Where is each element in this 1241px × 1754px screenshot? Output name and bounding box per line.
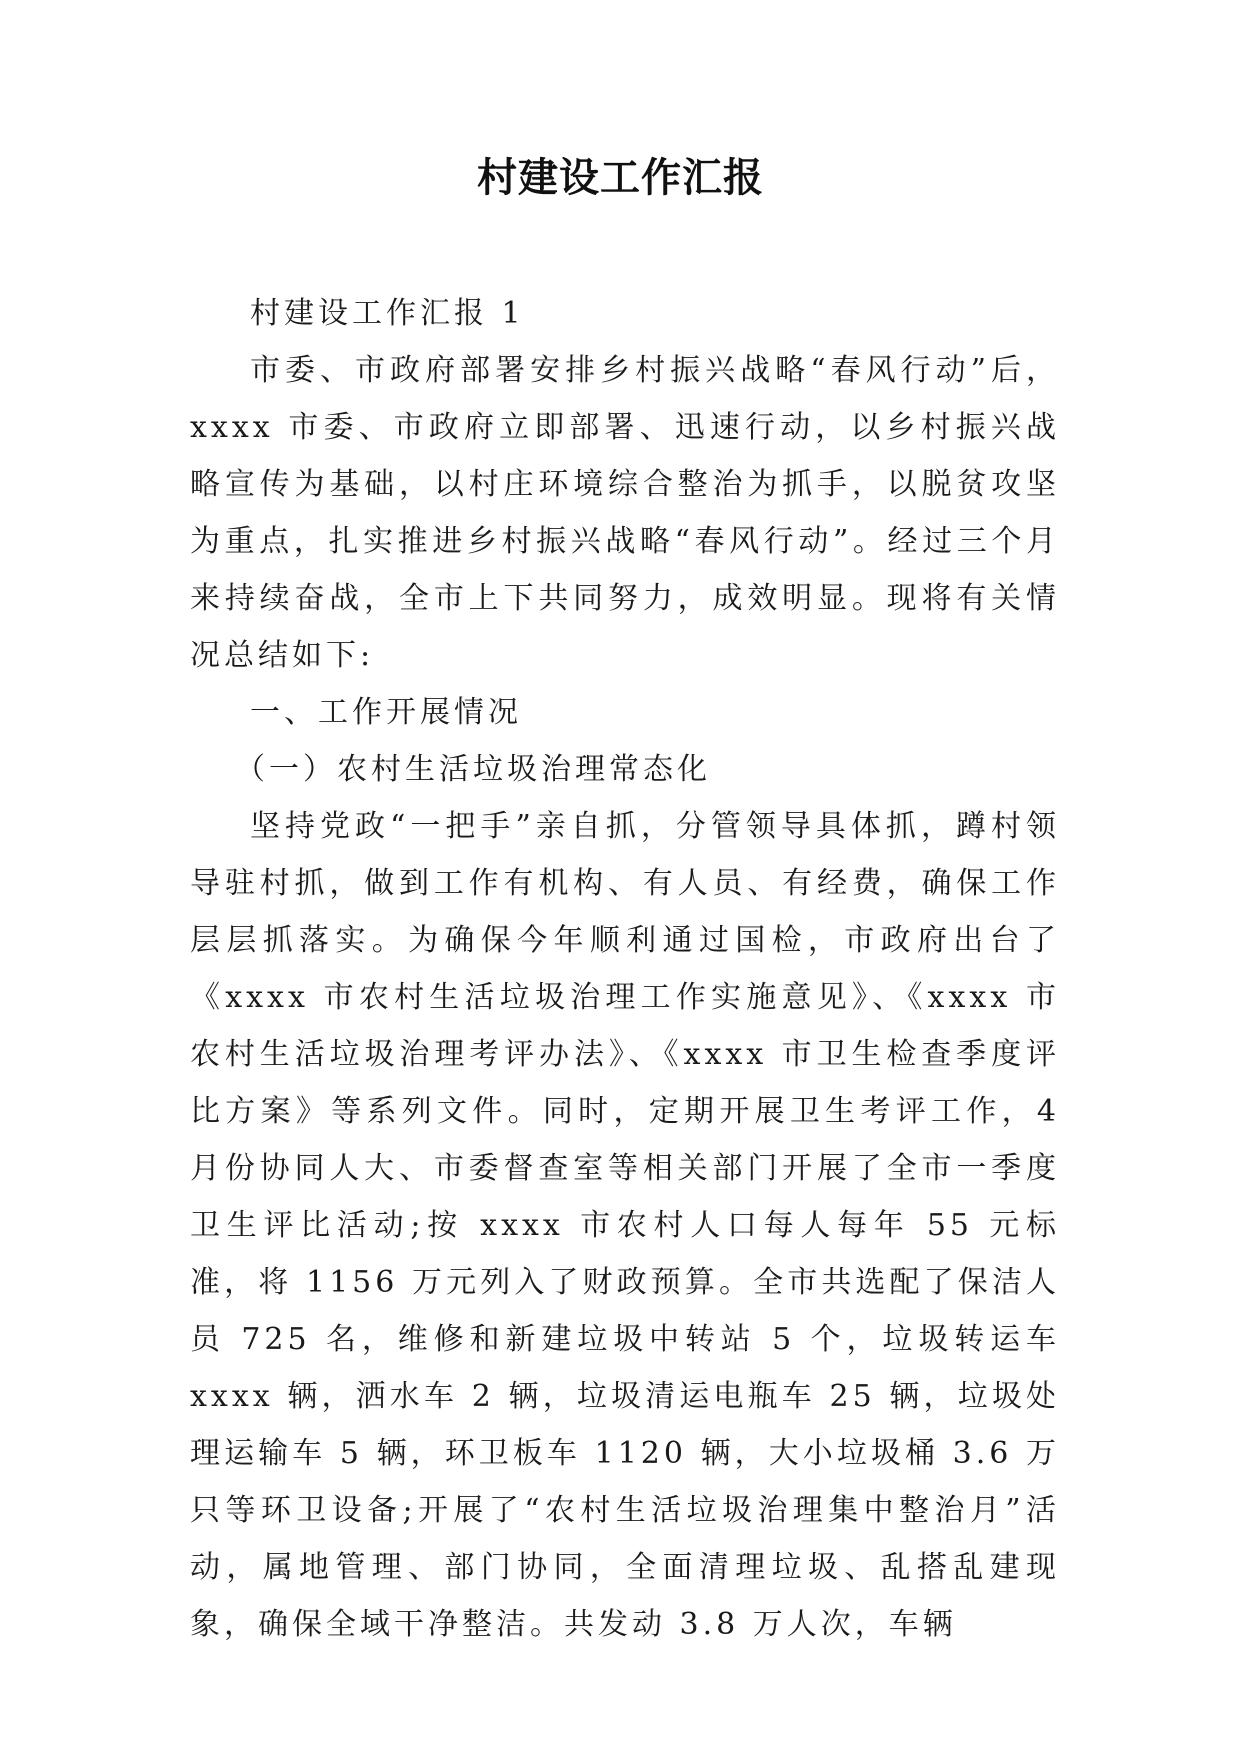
body-paragraph: 坚持党政“一把手”亲自抓，分管领导具体抓，蹲村领导驻村抓，做到工作有机构、有人员、有经费，确保工作层层抓落实。为确保今年顺利通过国检，市政府出台了《xxxx 市农村生活垃圾治理工作实施意见》、《xxxx 市农村生活垃圾治理考评办法》、《xxxx 市卫生检查季度评比方案》等系列文件。同时，定期开展卫生考评工作，4 月份协同人大、市委督查室等相关部门开展了全市一季度卫生评比活动;按 xxxx 市农村人口每人每年 55 元标准，将 1156 万元列入了财政预算。全市共选配了保洁人员 725 名，维修和新建垃圾中转站 5 个，垃圾转运车 xxxx 辆，洒水车 2 辆，垃圾清运电瓶车 25 辆，垃圾处理运输车 5 辆，环卫板车 1120 辆，大小垃圾桶 3.6 万只等环卫设备;开展了“农村生活垃圾治理集中整治月”活动，属地管理、部门协同，全面清理垃圾、乱搭乱建现象，确保全域干净整洁。共发动 3.8 万人次，车辆: [190, 809, 1060, 1642]
heading-work-status: 一、工作开展情况: [250, 695, 522, 730]
intro-paragraph: 市委、市政府部署安排乡村振兴战略“春风行动”后，xxxx 市委、市政府立即部署、迅速行动，以乡村振兴战略宣传为基础，以村庄环境综合整治为抓手，以脱贫攻坚为重点，扎实推进乡村振兴战略“春风行动”。经过三个月来持续奋战，全市上下共同努力，成效明显。现将有关情况总结如下:: [190, 353, 1060, 673]
document-title: 村建设工作汇报: [477, 154, 764, 201]
section-title: 村建设工作汇报 1: [250, 296, 525, 331]
subheading-garbage-governance: （一）农村生活垃圾治理常态化: [235, 752, 711, 787]
document-body: [190, 285, 1060, 1653]
